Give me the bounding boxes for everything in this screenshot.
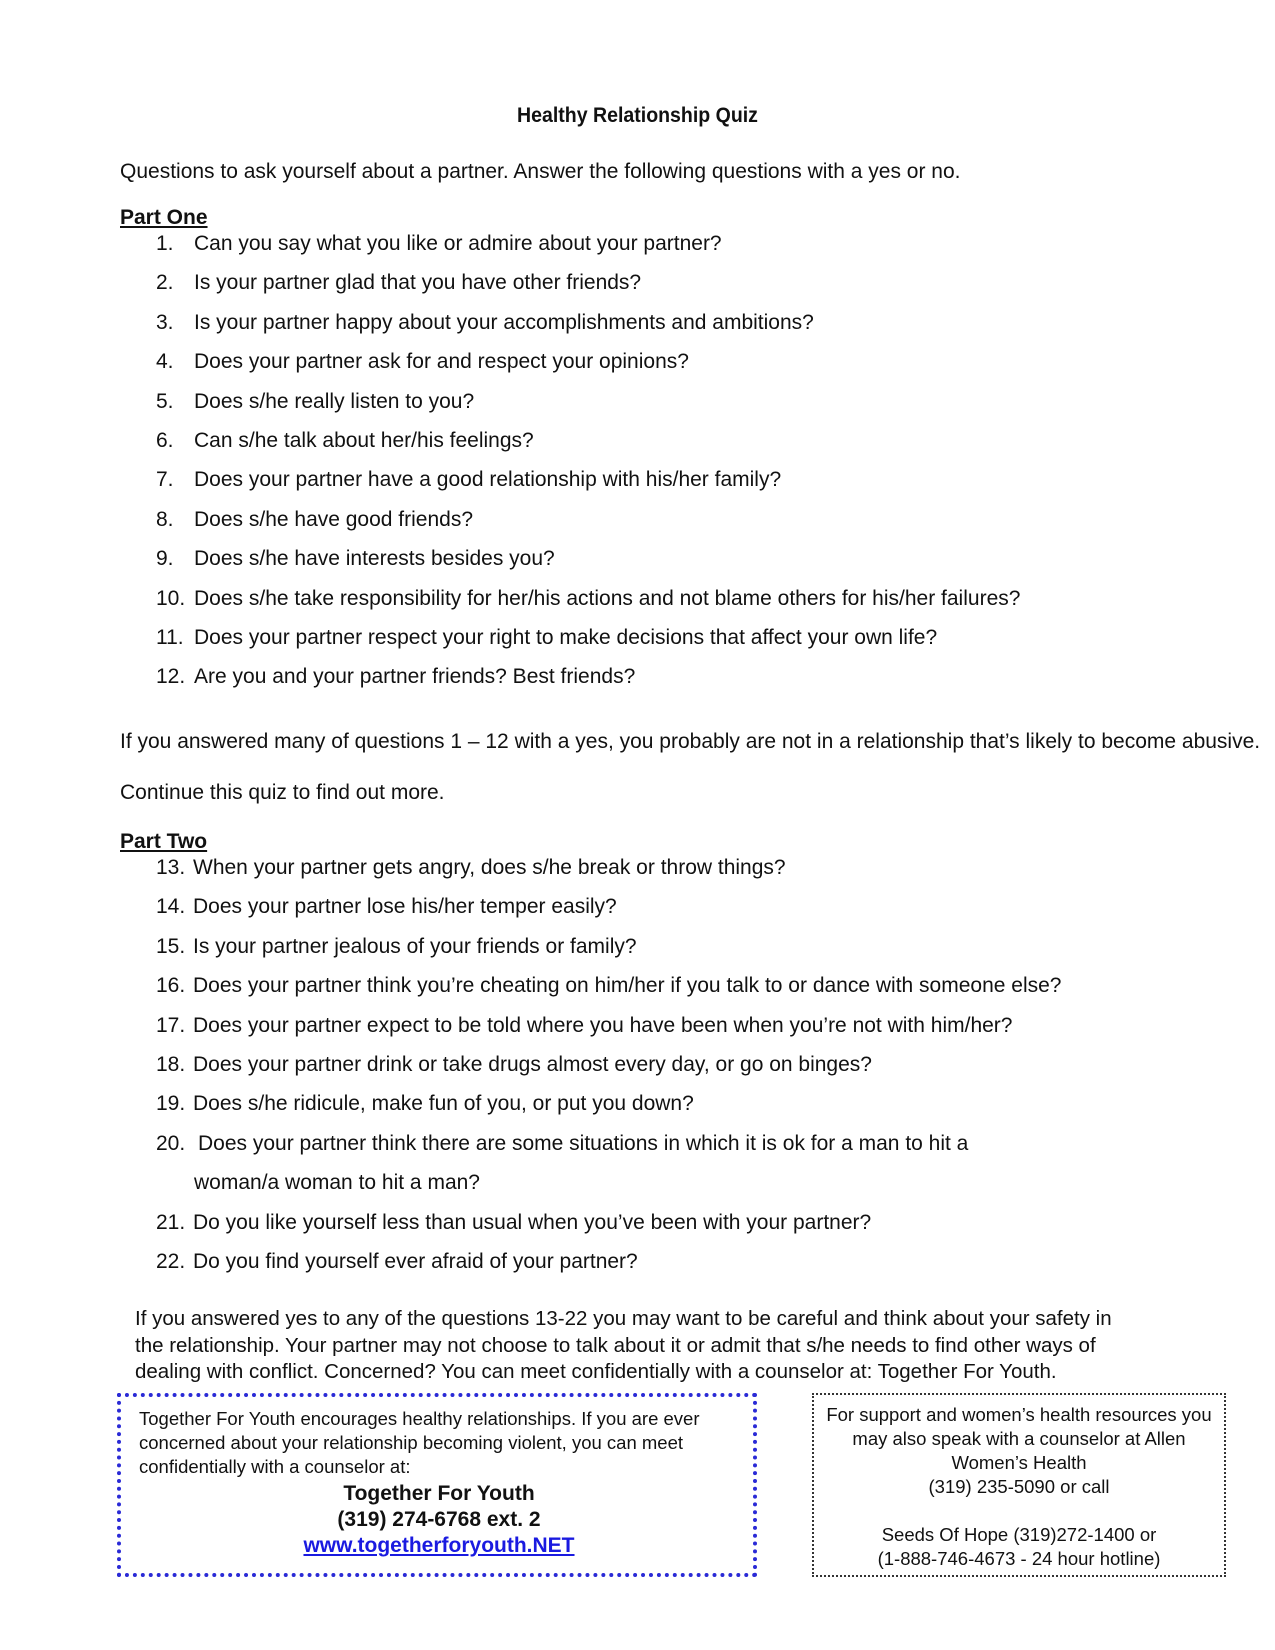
question-item — [120, 429, 1170, 468]
question-item — [120, 311, 1170, 350]
question-number: 18. — [156, 1052, 186, 1076]
question-number: 17. — [156, 1013, 186, 1037]
box-right-text: For support and women’s health resources you may also speak with a counselor at Allen Women’s Health — [826, 1404, 1212, 1473]
question-text: Is your partner happy about your accomplishments and ambitions? — [194, 310, 814, 334]
question-text: Does s/he ridicule, make fun of you, or put you down? — [193, 1092, 694, 1116]
question-text: Does your partner expect to be told where you have been when you’re not with him/her? — [193, 1013, 1013, 1037]
question-item — [120, 271, 1170, 310]
question-item — [120, 1053, 1170, 1092]
question-number: 12. — [156, 665, 186, 689]
question-text: Does your partner ask for and respect your opinions? — [194, 350, 689, 374]
box-left-text: Together For Youth encourages healthy relationships. If you are ever concerned about your relationship becoming violent, you can meet confidentially with a counselor at: — [139, 1408, 700, 1477]
question-item — [120, 1211, 1170, 1250]
question-item — [120, 1132, 1170, 1171]
question-item — [120, 895, 1170, 934]
question-number: 10. — [156, 586, 186, 610]
question-number: 2. — [156, 271, 174, 295]
seeds-of-hope: Seeds Of Hope (319)272-1400 or — [881, 1524, 1157, 1545]
question-text: When your partner gets angry, does s/he break or throw things? — [193, 856, 786, 879]
question-text: Does s/he really listen to you? — [194, 389, 475, 413]
question-item — [120, 468, 1170, 507]
page-title: Healthy Relationship Quiz — [517, 104, 758, 127]
question-text: Does your partner think you’re cheating on him/her if you talk to or dance with someone else? — [193, 974, 1062, 998]
question-item — [120, 232, 1170, 271]
org-name: Together For Youth — [343, 1482, 535, 1505]
question-text: Can s/he talk about her/his feelings? — [194, 428, 534, 452]
question-continuation — [120, 1171, 1170, 1210]
question-text: Does s/he have good friends? — [194, 507, 474, 531]
question-number: 8. — [156, 507, 174, 531]
question-item — [120, 1092, 1170, 1131]
org-phone: (319) 274-6768 ext. 2 — [337, 1508, 541, 1531]
spacer — [824, 1499, 1214, 1523]
part-two-heading: Part Two — [120, 830, 208, 853]
question-item — [120, 1250, 1170, 1289]
question-text: Do you find yourself ever afraid of your partner? — [193, 1249, 638, 1273]
question-text: Does your partner drink or take drugs almost every day, or go on binges? — [193, 1052, 872, 1076]
question-text: Is your partner jealous of your friends or family? — [193, 934, 637, 958]
question-item — [120, 1014, 1170, 1053]
question-number: 13. — [156, 856, 186, 879]
continue-text: Continue this quiz to find out more. — [120, 781, 445, 804]
question-text: Does your partner lose his/her temper easily? — [193, 895, 617, 919]
question-text: Do you like yourself less than usual when you’ve been with your partner? — [193, 1210, 872, 1234]
question-item — [120, 390, 1170, 429]
question-number: 4. — [156, 350, 174, 374]
question-number: 5. — [156, 389, 174, 413]
question-text: Are you and your partner friends? Best friends? — [194, 665, 636, 689]
question-text: Does your partner have a good relationship with his/her family? — [194, 468, 782, 492]
safety-paragraph: If you answered yes to any of the questions 13-22 you may want to be careful and think about your safety in the relationship. Your partner may not choose to talk about it or admit that s/he needs to find other ways of dealing with conflict. Concerned? You can meet confidentially with a counselor at: Together For Youth. — [135, 1307, 1112, 1383]
allen-womens-health-box — [812, 1393, 1226, 1577]
together-for-youth-box — [117, 1393, 757, 1577]
question-number: 11. — [156, 625, 184, 649]
question-item — [120, 587, 1170, 626]
question-number: 6. — [156, 428, 174, 452]
result-one-text: If you answered many of questions 1 – 12 with a yes, you probably are not in a relationship that’s likely to become abusive. — [120, 730, 1261, 753]
question-number: 3. — [156, 310, 174, 334]
question-number: 19. — [156, 1092, 186, 1116]
intro-text: Questions to ask yourself about a partner. Answer the following questions with a yes or no. — [120, 160, 961, 183]
question-number: 7. — [156, 468, 174, 492]
question-text: Does s/he have interests besides you? — [194, 547, 555, 571]
hotline: (1-888-746-4673 - 24 hour hotline) — [877, 1548, 1161, 1569]
allen-phone: (319) 235-5090 or call — [928, 1476, 1110, 1497]
question-item — [120, 508, 1170, 547]
question-number: 1. — [156, 232, 174, 255]
question-text: Does your partner respect your right to make decisions that affect your own life? — [194, 625, 938, 649]
question-item — [120, 935, 1170, 974]
question-text: Can you say what you like or admire about your partner? — [194, 232, 722, 255]
question-text: Does your partner think there are some situations in which it is ok for a man to hit a — [198, 1131, 969, 1155]
question-text: Does s/he take responsibility for her/his actions and not blame others for his/her failures? — [194, 586, 1021, 610]
question-number: 14. — [156, 895, 186, 919]
question-item — [120, 547, 1170, 586]
question-number: 9. — [156, 547, 174, 571]
question-number: 22. — [156, 1249, 186, 1273]
question-item — [120, 665, 1170, 704]
question-item — [120, 626, 1170, 665]
question-text: Is your partner glad that you have other friends? — [194, 271, 642, 295]
part-one-heading: Part One — [120, 206, 208, 229]
website-link[interactable]: www.togetherforyouth.NET — [303, 1534, 575, 1557]
question-number: 21. — [156, 1210, 186, 1234]
question-item — [120, 856, 1170, 895]
question-item — [120, 974, 1170, 1013]
question-item — [120, 350, 1170, 389]
question-number: 15. — [156, 934, 186, 958]
part-one-questions — [120, 232, 1170, 705]
question-number: 20. — [156, 1131, 186, 1155]
question-number: 16. — [156, 974, 186, 998]
part-two-questions — [120, 856, 1170, 1289]
question-text-continued: woman/a woman to hit a man? — [194, 1171, 480, 1195]
